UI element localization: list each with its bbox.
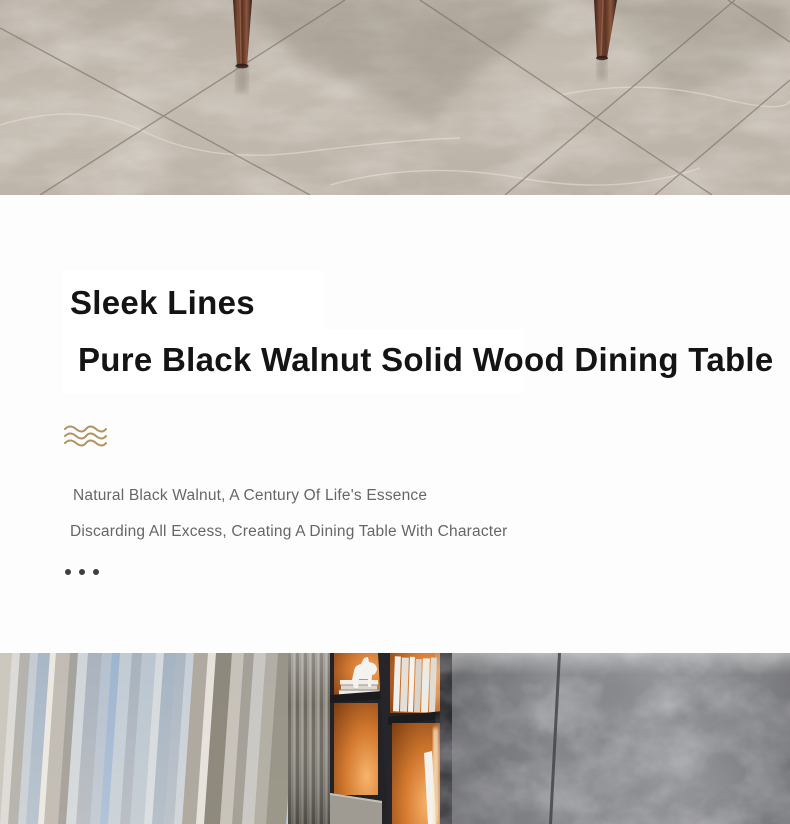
interior-scene (0, 653, 790, 824)
shelf-light-strip (433, 728, 438, 824)
display-bookshelf (330, 653, 454, 824)
ellipsis-dots (65, 569, 107, 577)
subline-1: Natural Black Walnut, A Century Of Life's Essence (73, 487, 428, 504)
ellipsis-dot (93, 569, 99, 575)
product-intro-section (0, 195, 790, 653)
tagline-heading: Sleek Lines (70, 284, 255, 321)
shelf-frame (440, 653, 454, 824)
product-title-heading: Pure Black Walnut Solid Wood Dining Table (78, 341, 774, 378)
triple-wave-icon (64, 425, 108, 447)
hero-top-image (0, 0, 790, 195)
subline-2: Discarding All Excess, Creating A Dining Table With Character (70, 523, 508, 540)
ellipsis-dot (79, 569, 85, 575)
ellipsis-dot (65, 569, 71, 575)
fluted-panel (288, 653, 334, 824)
marble-floor-scene (0, 0, 790, 195)
marble-wall (452, 653, 790, 824)
sheer-curtain (0, 653, 298, 824)
hero-bottom-image (0, 653, 790, 824)
